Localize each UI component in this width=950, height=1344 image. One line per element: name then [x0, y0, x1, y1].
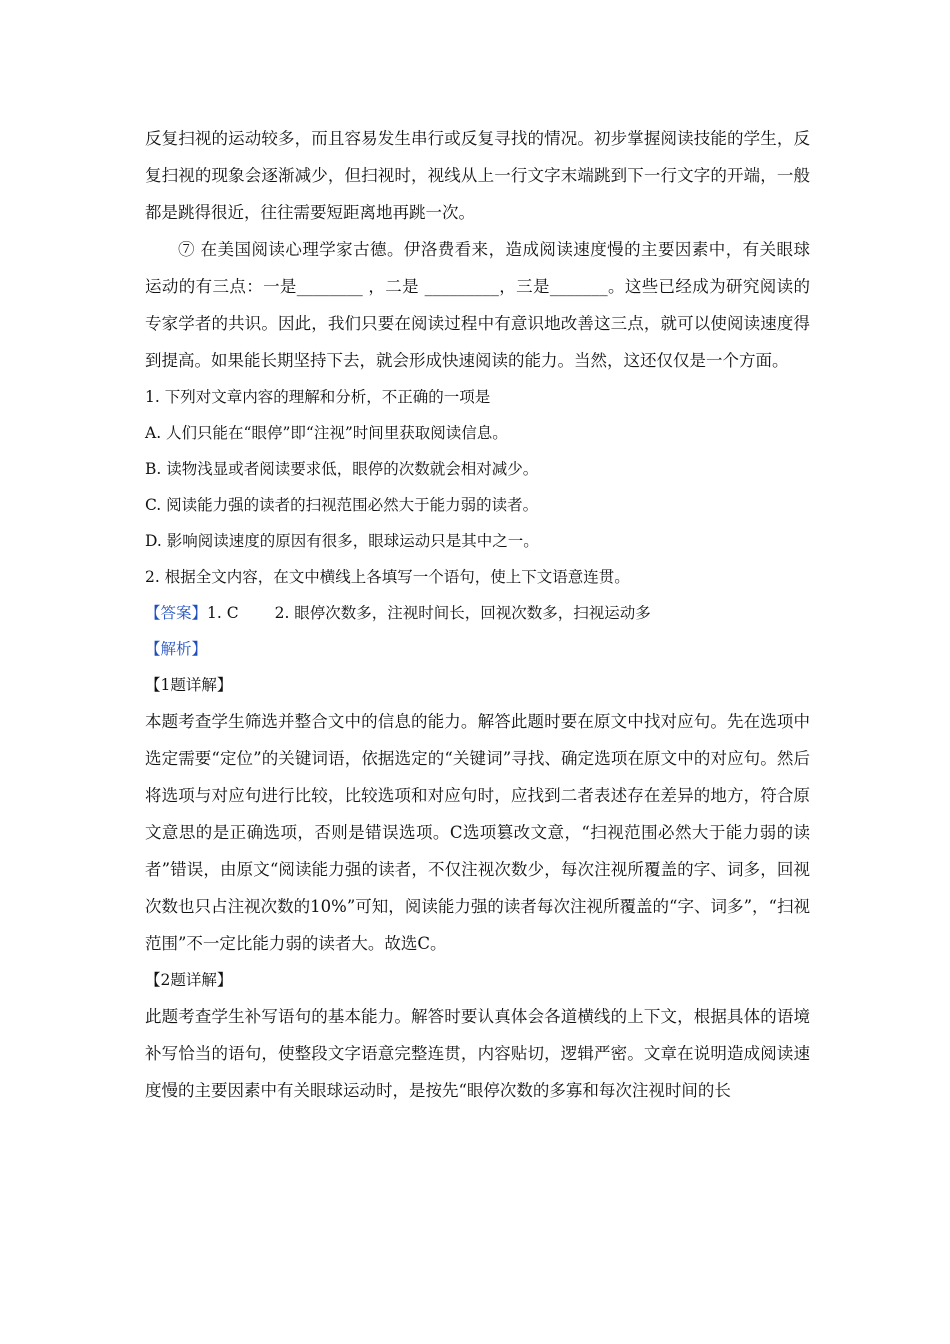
question-1: 1. 下列对文章内容的理解和分析，不正确的一项是	[145, 388, 491, 406]
answer-tag: 【答案】	[145, 604, 208, 622]
option-d: D. 影响阅读速度的原因有很多，眼球运动只是其中之一。	[145, 532, 539, 550]
answer-line	[145, 595, 810, 631]
passage-paragraph-continued: 反复扫视的运动较多，而且容易发生串行或反复寻找的情况。初步掌握阅读技能的学生，反复扫视的现象会逐渐减少，但扫视时，视线从上一行文字末端跳到下一行文字的开端，一般都是跳得很近，往往需要短距离地再跳一次。	[145, 129, 810, 222]
option-a: A. 人们只能在“眼停”即“注视”时间里获取阅读信息。	[145, 424, 508, 442]
question-2: 2. 根据全文内容，在文中横线上各填写一个语句，使上下文语意连贯。	[145, 568, 630, 586]
detail-2-title: 【2题详解】	[145, 971, 233, 989]
detail-1-title: 【1题详解】	[145, 676, 233, 694]
option-b: B. 读物浅显或者阅读要求低，眼停的次数就会相对减少。	[145, 460, 539, 478]
answer-2: 2. 眼停次数多，注视时间长，回视次数多，扫视运动多	[274, 604, 651, 622]
document-content	[145, 120, 810, 1109]
analysis-tag: 【解析】	[145, 640, 208, 658]
detail-1-text: 本题考查学生筛选并整合文中的信息的能力。解答此题时要在原文中找对应句。先在选项中选定需要“定位”的关键词语，依据选定的“关键词”寻找、确定选项在原文中的对应句。然后将选项与对应句进行比较，比较选项和对应句时，应找到二者表述存在差异的地方，符合原文意思的是正确选项，否则是错误选项。C选项篡改文意，“扫视范围必然大于能力弱的读者”错误，由原文“阅读能力强的读者，不仅注视次数少，每次注视所覆盖的字、词多，回视次数也只占注视次数的10%”可知，阅读能力强的读者每次注视所覆盖的“字、词多”，“扫视范围”不一定比能力弱的读者大。故选C。	[145, 712, 810, 953]
passage-paragraph-7: ⑦ 在美国阅读心理学家古德。伊洛费看来，造成阅读速度慢的主要因素中，有关眼球运动的有三点：一是________ ，二是 _________，三是_______。这些已经成为研究阅读的专家学者的共识。因此，我们只要在阅读过程中有意识地改善这三点，就可以使阅读速度得到提高。如果能长期坚持下去，就会形成快速阅读的能力。当然，这还仅仅是一个方面。	[145, 240, 810, 370]
option-c: C. 阅读能力强的读者的扫视范围必然大于能力弱的读者。	[145, 496, 539, 514]
answer-1: 1. C	[207, 604, 239, 622]
detail-2-text: 此题考查学生补写语句的基本能力。解答时要认真体会各道横线的上下文，根据具体的语境补写恰当的语句，使整段文字语意完整连贯，内容贴切，逻辑严密。文章在说明造成阅读速度慢的主要因素中有关眼球运动时，是按先“眼停次数的多寡和每次注视时间的长	[145, 1007, 810, 1100]
